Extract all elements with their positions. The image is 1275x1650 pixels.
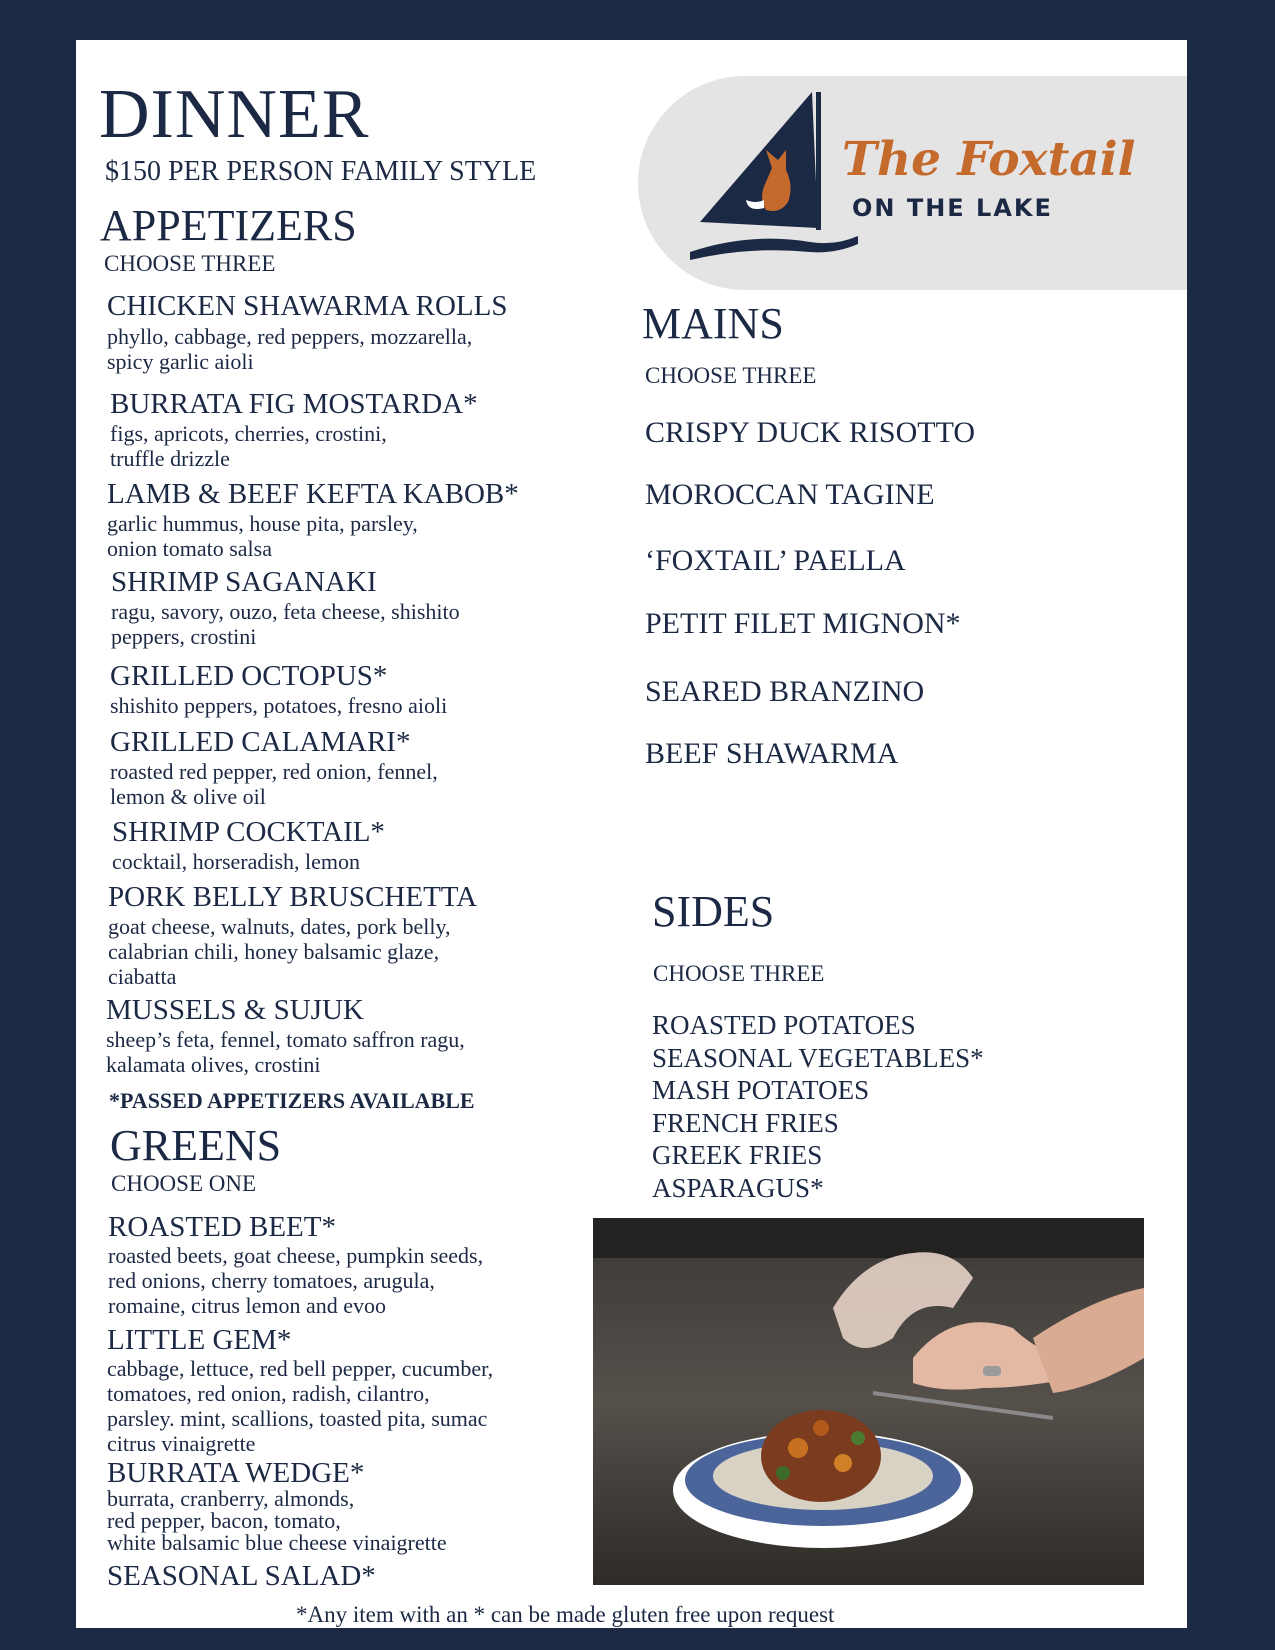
dish-photo <box>593 1218 1144 1585</box>
appetizer-name: BURRATA FIG MOSTARDA* <box>110 388 478 420</box>
green-name: LITTLE GEM* <box>107 1324 292 1356</box>
main-item: ‘FOXTAIL’ PAELLA <box>645 544 906 577</box>
green-desc: burrata, cranberry, almonds, red pepper, bacon, tomato, white balsamic blue cheese vinaigrette <box>107 1486 447 1555</box>
side-item: ROASTED POTATOES <box>652 1010 916 1040</box>
side-item: ASPARAGUS* <box>652 1172 824 1203</box>
mains-heading: MAINS <box>642 299 784 348</box>
side-item: MASH POTATOES <box>652 1075 870 1105</box>
appetizer-desc: ragu, savory, ouzo, feta cheese, shishito peppers, crostini <box>111 599 460 649</box>
appetizers-heading: APPETIZERS <box>100 201 357 250</box>
appetizer-desc: phyllo, cabbage, red peppers, mozzarella, spicy garlic aioli <box>107 324 473 374</box>
appetizer-desc: sheep’s feta, fennel, tomato saffron ragu, kalamata olives, crostini <box>106 1027 465 1077</box>
appetizers-subtitle: CHOOSE THREE <box>104 251 276 276</box>
appetizer-desc: cocktail, horseradish, lemon <box>112 849 361 874</box>
passed-appetizers-note: *PASSED APPETIZERS AVAILABLE <box>109 1088 475 1113</box>
appetizer-desc: figs, apricots, cherries, crostini, truffle drizzle <box>110 421 387 471</box>
green-desc: cabbage, lettuce, red bell pepper, cucumber, tomatoes, red onion, radish, cilantro, parsley. mint, scallions, toasted pita, sumac citrus vinaigrette <box>107 1356 494 1456</box>
appetizer-desc: garlic hummus, house pita, parsley, onion tomato salsa <box>107 511 418 561</box>
green-name: SEASONAL SALAD* <box>107 1560 376 1592</box>
main-item: BEEF SHAWARMA <box>645 737 899 770</box>
side-item: FRENCH FRIES <box>652 1107 839 1138</box>
main-item: PETIT FILET MIGNON* <box>645 607 961 640</box>
appetizer-name: GRILLED OCTOPUS* <box>110 660 388 692</box>
greens-subtitle: CHOOSE ONE <box>111 1171 257 1196</box>
appetizer-desc: roasted red pepper, red onion, fennel, lemon & olive oil <box>110 759 438 809</box>
appetizer-name: LAMB & BEEF KEFTA KABOB* <box>107 478 519 510</box>
brand-name: The Foxtail <box>842 132 1136 187</box>
appetizer-name: SHRIMP SAGANAKI <box>111 566 377 598</box>
sides-list <box>652 1009 984 1204</box>
appetizer-name: PORK BELLY BRUSCHETTA <box>108 881 478 913</box>
sides-heading: SIDES <box>652 887 775 936</box>
appetizer-name: GRILLED CALAMARI* <box>110 726 411 758</box>
main-item: CRISPY DUCK RISOTTO <box>645 416 976 449</box>
gluten-free-footer: *Any item with an * can be made gluten free upon request <box>296 1602 835 1627</box>
main-item: SEARED BRANZINO <box>645 675 925 708</box>
sides-subtitle: CHOOSE THREE <box>653 961 825 986</box>
side-item: GREEK FRIES <box>652 1140 823 1170</box>
price-line: $150 PER PERSON FAMILY STYLE <box>105 156 537 187</box>
appetizer-name: MUSSELS & SUJUK <box>106 994 364 1026</box>
sailboat-fox-icon <box>690 86 860 266</box>
appetizer-name: CHICKEN SHAWARMA ROLLS <box>107 290 508 322</box>
side-item: SEASONAL VEGETABLES* <box>652 1042 984 1073</box>
main-item: MOROCCAN TAGINE <box>645 478 935 511</box>
green-name: BURRATA WEDGE* <box>107 1457 365 1489</box>
green-name: ROASTED BEET* <box>108 1211 336 1243</box>
appetizer-desc: shishito peppers, potatoes, fresno aioli <box>110 693 448 718</box>
appetizer-desc: goat cheese, walnuts, dates, pork belly, calabrian chili, honey balsamic glaze, ciabatta <box>108 914 451 989</box>
brand-tagline: ON THE LAKE <box>852 194 1053 222</box>
greens-heading: GREENS <box>110 1121 282 1170</box>
page-title: DINNER <box>99 76 370 153</box>
green-desc: roasted beets, goat cheese, pumpkin seeds, red onions, cherry tomatoes, arugula, romaine, citrus lemon and evoo <box>108 1243 484 1318</box>
mains-subtitle: CHOOSE THREE <box>645 363 817 388</box>
appetizer-name: SHRIMP COCKTAIL* <box>112 816 385 848</box>
